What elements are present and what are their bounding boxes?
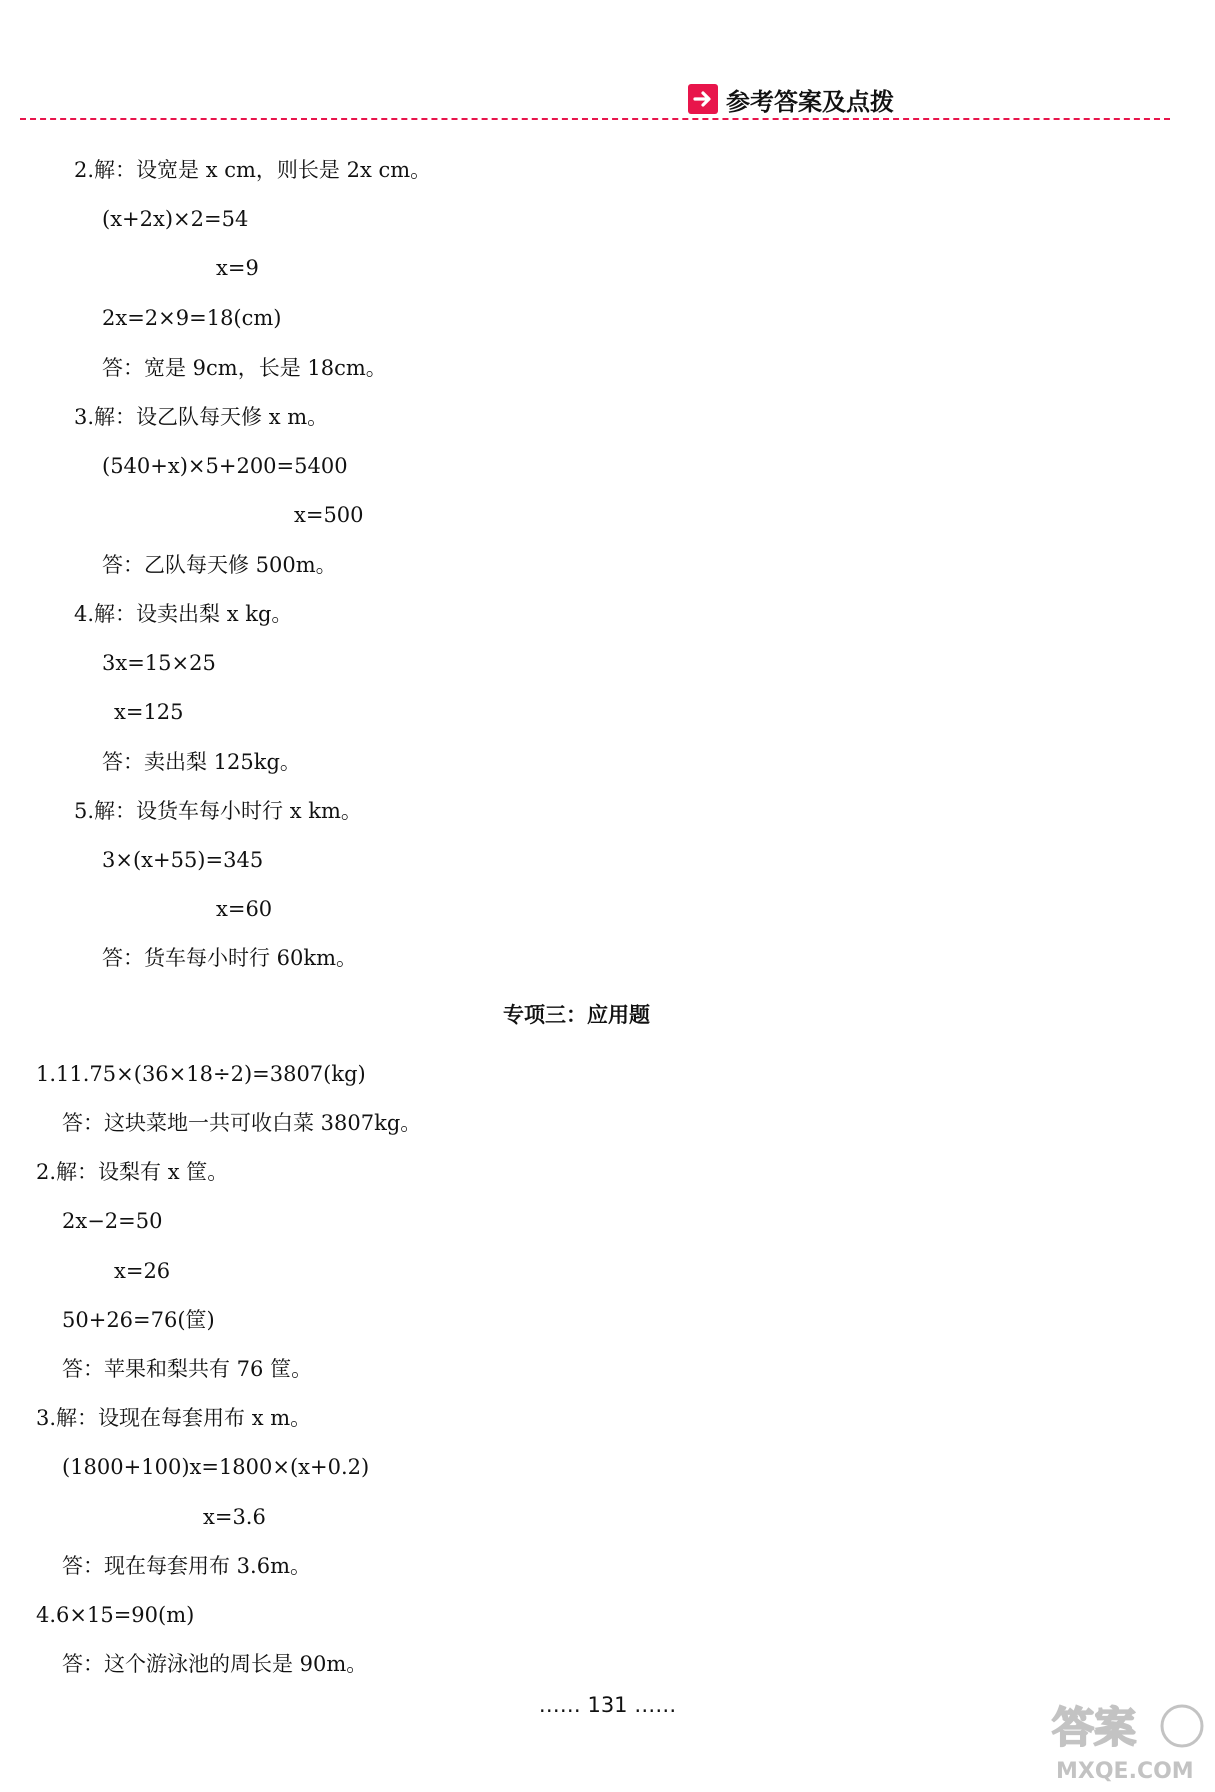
answer-line: 1.11.75×(36×18÷2)=3807(kg) — [36, 1062, 366, 1086]
answer-line: 2x−2=50 — [62, 1209, 163, 1233]
watermark-logo — [1046, 1690, 1206, 1786]
answer-line: 2x=2×9=18(cm) — [102, 306, 282, 330]
answer-line: (540+x)×5+200=5400 — [102, 454, 348, 478]
answer-line: 2.解：设梨有 x 筐。 — [36, 1160, 229, 1184]
answer-line: (x+2x)×2=54 — [102, 207, 249, 231]
answer-line: 3×(x+55)=345 — [102, 848, 264, 872]
answer-line: 4.解：设卖出梨 x kg。 — [74, 602, 293, 626]
section-title: 专项三：应用题 — [503, 1003, 650, 1027]
arrow-right-icon — [688, 84, 718, 114]
answer-line: 答：卖出梨 125kg。 — [102, 750, 301, 774]
answer-line: 50+26=76(筐) — [62, 1308, 215, 1332]
answer-line: 答：这块菜地一共可收白菜 3807kg。 — [62, 1111, 422, 1135]
answer-line: x=60 — [216, 897, 273, 921]
svg-text:答案: 答案 — [1052, 1703, 1137, 1752]
answer-line: x=9 — [216, 256, 259, 280]
page-header — [0, 80, 1215, 120]
answer-line: x=3.6 — [203, 1505, 266, 1529]
answer-line: 答：乙队每天修 500m。 — [102, 553, 337, 577]
answer-line: 答：这个游泳池的周长是 90m。 — [62, 1652, 368, 1676]
answer-line: 答：货车每小时行 60km。 — [102, 946, 358, 970]
answer-line: x=125 — [114, 700, 184, 724]
answer-line: 5.解：设货车每小时行 x km。 — [74, 799, 362, 823]
answer-line: 4.6×15=90(m) — [36, 1603, 195, 1627]
answer-line: x=500 — [294, 503, 364, 527]
header-title-group — [688, 84, 894, 114]
answer-line: 3.解：设现在每套用布 x m。 — [36, 1406, 312, 1430]
page-number: …… 131 …… — [538, 1693, 677, 1717]
answer-line: x=26 — [114, 1259, 171, 1283]
answer-line: 答：苹果和梨共有 76 筐。 — [62, 1357, 313, 1381]
answer-line: 3x=15×25 — [102, 651, 216, 675]
svg-text:MXQE.COM: MXQE.COM — [1056, 1759, 1194, 1784]
answer-line: (1800+100)x=1800×(x+0.2) — [62, 1455, 370, 1479]
header-divider — [20, 118, 1170, 120]
header-title: 参考答案及点拨 — [726, 87, 894, 116]
answer-line: 答：现在每套用布 3.6m。 — [62, 1554, 311, 1578]
answer-line: 答：宽是 9cm，长是 18cm。 — [102, 356, 387, 380]
answer-line: 3.解：设乙队每天修 x m。 — [74, 405, 329, 429]
answer-line: 2.解：设宽是 x cm，则长是 2x cm。 — [74, 158, 432, 182]
